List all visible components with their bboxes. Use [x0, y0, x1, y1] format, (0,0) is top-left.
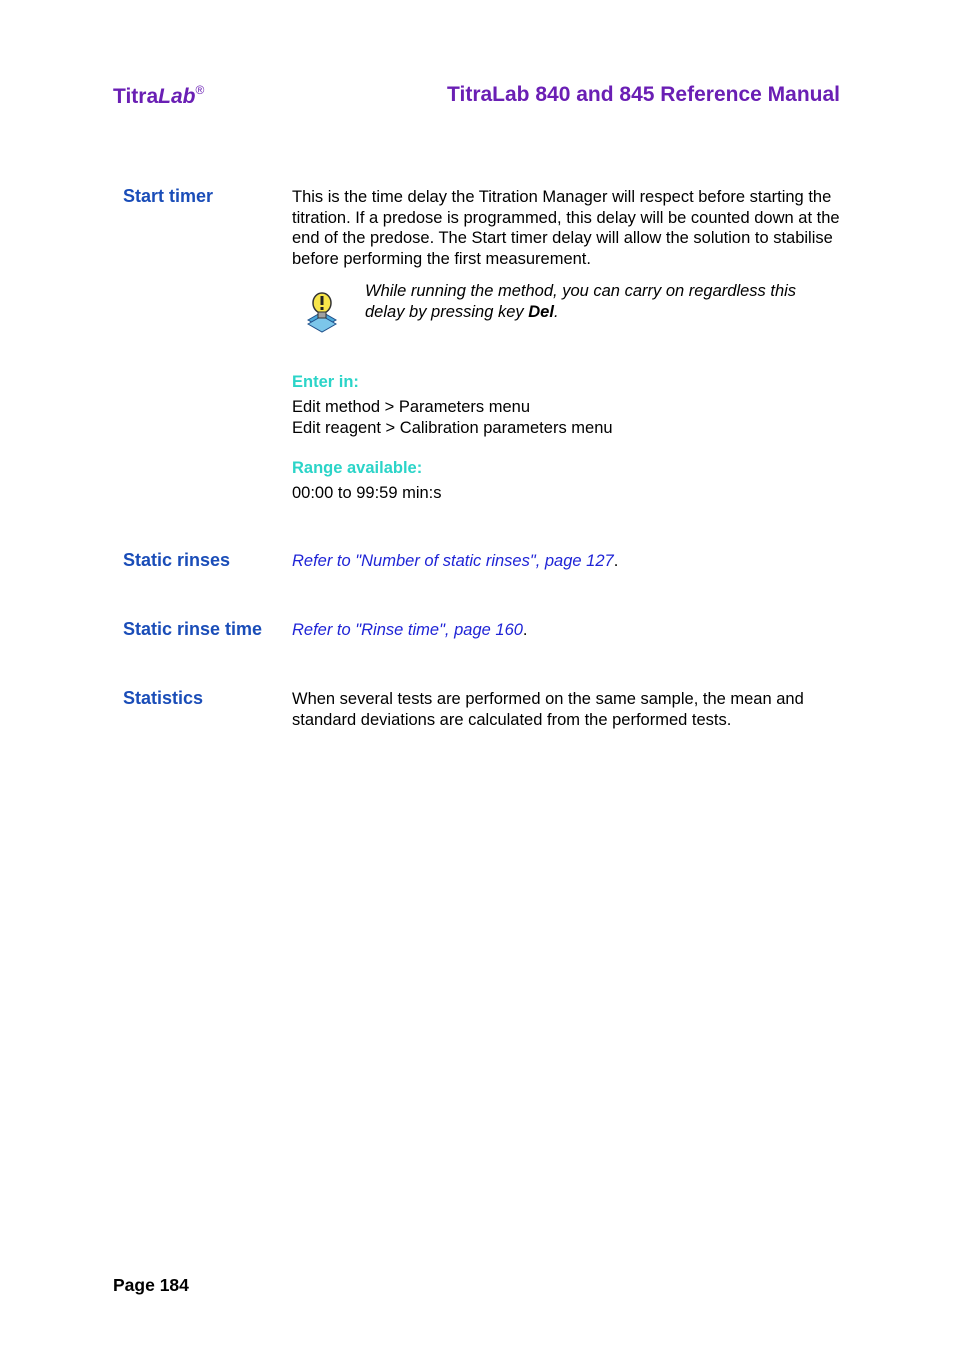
statistics-description: When several tests are performed on the same sample, the mean and standard deviations are calculated from the performed tests.: [292, 690, 804, 729]
static-rinses-end: .: [613, 552, 619, 570]
lightbulb-tip-icon: [305, 290, 339, 334]
rinse-time-link[interactable]: Refer to "Rinse time", page 160: [292, 621, 523, 639]
term-start-timer: Start timer: [123, 186, 214, 206]
enter-in-heading: Enter in:: [292, 373, 359, 391]
rinse-time-end: .: [522, 621, 528, 639]
term-static-rinses: Static rinses: [123, 550, 231, 570]
manual-title: TitraLab 840 and 845 Reference Manual: [447, 83, 840, 106]
static-rinses-link[interactable]: Refer to "Number of static rinses", page 127: [292, 552, 614, 570]
registered-mark: ®: [195, 83, 205, 97]
static-rinses-ref: [292, 551, 840, 572]
range-value: 00:00 to 99:59 min:s: [292, 484, 442, 502]
range-heading: Range available:: [292, 459, 423, 477]
tip-note-key: Del: [528, 303, 554, 321]
enter-in-line: Edit method > Parameters menu: [292, 398, 530, 416]
term-static-rinse-time: Static rinse time: [123, 619, 263, 639]
brand-logo: [113, 83, 204, 109]
tip-note-end: .: [553, 303, 559, 321]
enter-in-line: Edit reagent > Calibration parameters menu: [292, 419, 613, 437]
start-timer-description: This is the time delay the Titration Manager will respect before starting the titration. If a predose is programmed, this delay will be counted down at the end of the predose. The Start timer delay will allow the solution to stabilise before performing the first measurement.: [292, 188, 840, 269]
static-rinse-time-ref: [292, 620, 840, 641]
brand-italic: Lab: [158, 85, 196, 108]
tip-note-text: While running the method, you can carry on regardless this delay by pressing key: [365, 282, 797, 321]
brand-prefix: Titra: [113, 85, 159, 108]
term-statistics: Statistics: [123, 688, 204, 708]
tip-note: [365, 281, 840, 323]
page-number: Page 184: [113, 1275, 189, 1295]
